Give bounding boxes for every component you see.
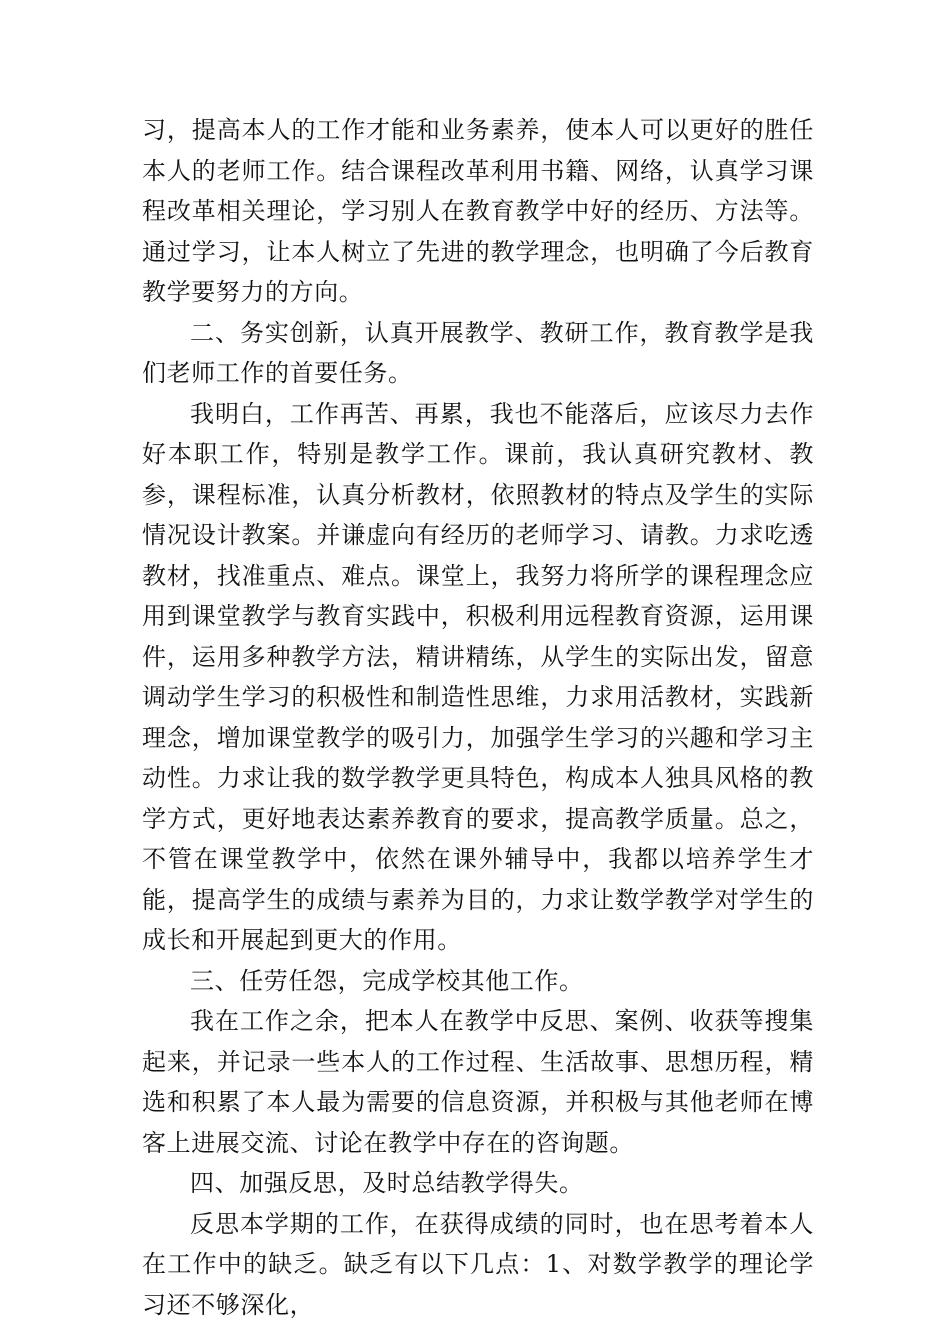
paragraph-section-four-heading: 四、加强反思，及时总结教学得失。 [142,1163,814,1204]
document-body [142,110,814,1325]
paragraph-reflection: 反思本学期的工作，在获得成绩的同时，也在思考着本人在工作中的缺乏。缺乏有以下几点：1、对数学教学的理论学习还不够深化， [142,1204,814,1325]
paragraph-other-work: 我在工作之余，把本人在教学中反思、案例、收获等搜集起来，并记录一些本人的工作过程、生活故事、思想历程，精选和积累了本人最为需要的信息资源，并积极与其他老师在博客上进展交流、讨论在教学中存在的咨询题。 [142,1001,814,1163]
paragraph-teaching-work: 我明白，工作再苦、再累，我也不能落后，应该尽力去作好本职工作，特别是教学工作。课前，我认真研究教材、教参，课程标准，认真分析教材，依照教材的特点及学生的实际情况设计教案。并谦虚向有经历的老师学习、请教。力求吃透教材，找准重点、难点。课堂上，我努力将所学的课程理念应用到课堂教学与教育实践中，积极利用远程教育资源，运用课件，运用多种教学方法，精讲精练，从学生的实际出发，留意调动学生学习的积极性和制造性思维，力求用活教材，实践新理念，增加课堂教学的吸引力，加强学生学习的兴趣和学习主动性。力求让我的数学教学更具特色，构成本人独具风格的教学方式，更好地表达素养教育的要求，提高教学质量。总之，不管在课堂教学中，依然在课外辅导中，我都以培养学生才能，提高学生的成绩与素养为目的，力求让数学教学对学生的成长和开展起到更大的作用。 [142,394,814,961]
paragraph-continuation: 习，提高本人的工作才能和业务素养，使本人可以更好的胜任本人的老师工作。结合课程改革利用书籍、网络，认真学习课程改革相关理论，学习别人在教育教学中好的经历、方法等。通过学习，让本人树立了先进的教学理念，也明确了今后教育教学要努力的方向。 [142,110,814,313]
paragraph-section-two-heading: 二、务实创新，认真开展教学、教研工作，教育教学是我们老师工作的首要任务。 [142,313,814,394]
paragraph-section-three-heading: 三、任劳任怨，完成学校其他工作。 [142,961,814,1002]
